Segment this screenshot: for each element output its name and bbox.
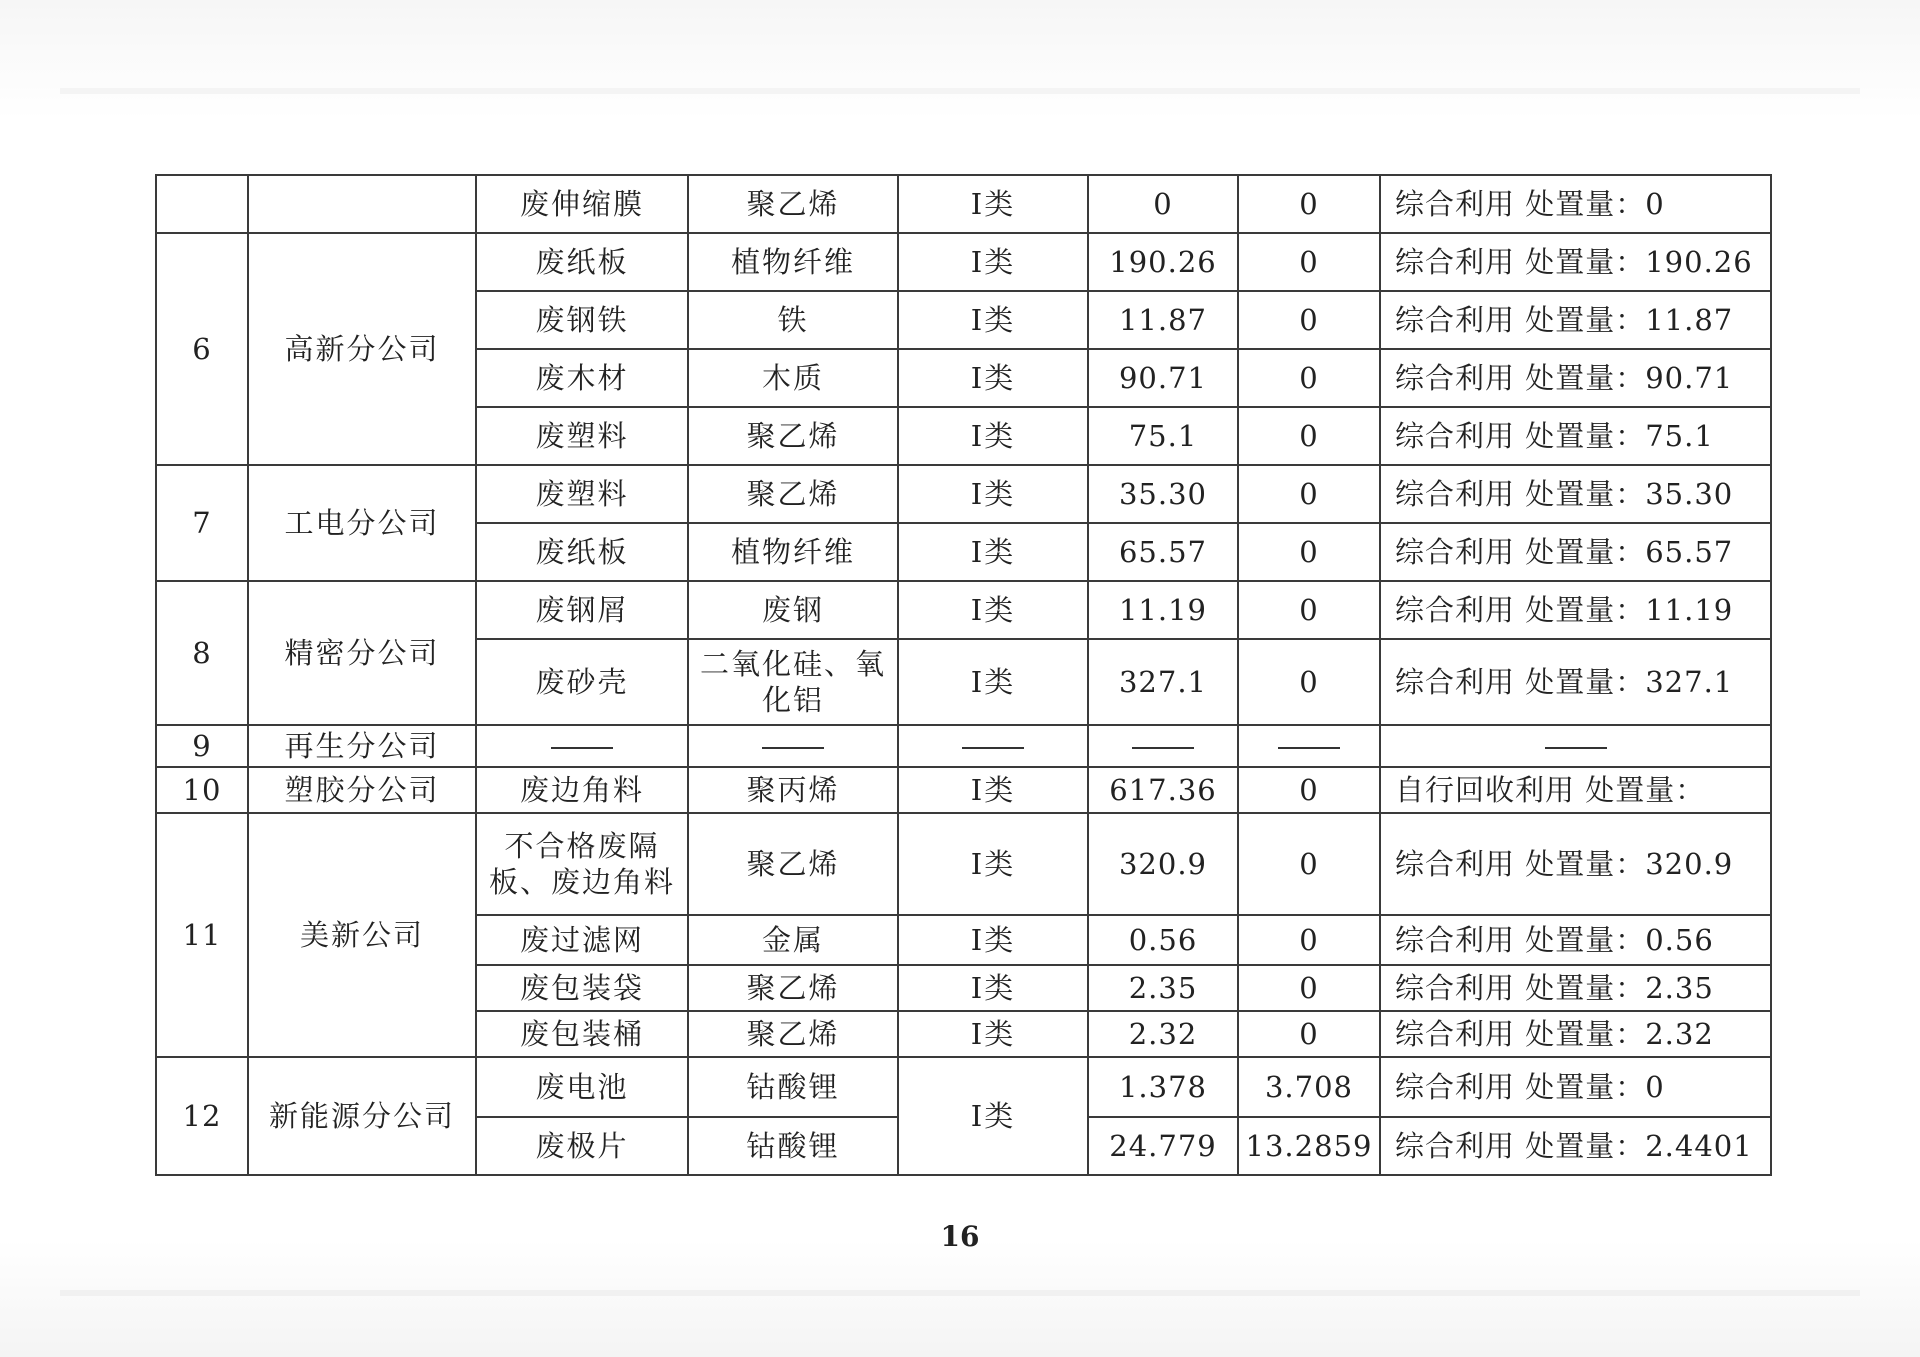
- disposal-method: 综合利用 处置量：2.4401: [1380, 1117, 1771, 1175]
- dash-line: [762, 747, 824, 749]
- waste-name: 废钢铁: [476, 291, 688, 349]
- disposal-method: 综合利用 处置量：2.35: [1380, 965, 1771, 1011]
- waste-name: 废砂壳: [476, 639, 688, 725]
- table-row: [156, 725, 1771, 767]
- stored-amount: 0: [1238, 965, 1380, 1011]
- waste-material: 钴酸锂: [688, 1057, 898, 1117]
- stored-amount: 0: [1238, 523, 1380, 581]
- waste-name: 废塑料: [476, 407, 688, 465]
- row-number: 12: [156, 1057, 248, 1175]
- row-number: 7: [156, 465, 248, 581]
- waste-material: 钴酸锂: [688, 1117, 898, 1175]
- waste-name: 废电池: [476, 1057, 688, 1117]
- generated-amount: 65.57: [1088, 523, 1238, 581]
- generated-amount: 35.30: [1088, 465, 1238, 523]
- waste-category: Ⅰ类: [898, 639, 1088, 725]
- company-name: 高新分公司: [248, 233, 476, 465]
- disposal-method: 综合利用 处置量：35.30: [1380, 465, 1771, 523]
- waste-category: Ⅰ类: [898, 1011, 1088, 1057]
- waste-material: 二氧化硅、氧化铝: [688, 639, 898, 725]
- waste-material: 废钢: [688, 581, 898, 639]
- waste-name: 废纸板: [476, 523, 688, 581]
- disposal-method: 综合利用 处置量：2.32: [1380, 1011, 1771, 1057]
- disposal-method: 综合利用 处置量：320.9: [1380, 813, 1771, 915]
- waste-material: 金属: [688, 915, 898, 965]
- waste-category: Ⅰ类: [898, 465, 1088, 523]
- generated-amount: 90.71: [1088, 349, 1238, 407]
- waste-material: 聚乙烯: [688, 965, 898, 1011]
- waste-name: 废木材: [476, 349, 688, 407]
- disposal-method: 综合利用 处置量：65.57: [1380, 523, 1771, 581]
- empty-dash: [476, 725, 688, 767]
- waste-name: 废极片: [476, 1117, 688, 1175]
- waste-name: 废塑料: [476, 465, 688, 523]
- row-number: 9: [156, 725, 248, 767]
- stored-amount: 0: [1238, 465, 1380, 523]
- stored-amount: 3.708: [1238, 1057, 1380, 1117]
- company-name: [248, 175, 476, 233]
- dash-line: [1278, 747, 1340, 749]
- waste-category: Ⅰ类: [898, 581, 1088, 639]
- dash-line: [1545, 747, 1607, 749]
- waste-category: Ⅰ类: [898, 233, 1088, 291]
- company-name: 美新公司: [248, 813, 476, 1057]
- company-name: 塑胶分公司: [248, 767, 476, 813]
- empty-dash: [688, 725, 898, 767]
- waste-material: 铁: [688, 291, 898, 349]
- waste-name: 废纸板: [476, 233, 688, 291]
- waste-material: 聚丙烯: [688, 767, 898, 813]
- table-row: [156, 233, 1771, 291]
- generated-amount: 0: [1088, 175, 1238, 233]
- dash-line: [551, 747, 613, 749]
- waste-material: 聚乙烯: [688, 1011, 898, 1057]
- row-number: 6: [156, 233, 248, 465]
- waste-category: Ⅰ类: [898, 175, 1088, 233]
- dash-line: [962, 747, 1024, 749]
- table-row: [156, 465, 1771, 523]
- disposal-method: 综合利用 处置量：11.19: [1380, 581, 1771, 639]
- waste-name: 废包装桶: [476, 1011, 688, 1057]
- generated-amount: 75.1: [1088, 407, 1238, 465]
- waste-name: 废伸缩膜: [476, 175, 688, 233]
- stored-amount: 0: [1238, 915, 1380, 965]
- generated-amount: 0.56: [1088, 915, 1238, 965]
- empty-dash: [1088, 725, 1238, 767]
- waste-name: 废过滤网: [476, 915, 688, 965]
- stored-amount: 0: [1238, 813, 1380, 915]
- row-number: 10: [156, 767, 248, 813]
- waste-category: Ⅰ类: [898, 915, 1088, 965]
- waste-category: Ⅰ类: [898, 1057, 1088, 1175]
- generated-amount: 1.378: [1088, 1057, 1238, 1117]
- disposal-method: 综合利用 处置量：0: [1380, 1057, 1771, 1117]
- row-number: 11: [156, 813, 248, 1057]
- generated-amount: 2.35: [1088, 965, 1238, 1011]
- row-number: [156, 175, 248, 233]
- waste-category: Ⅰ类: [898, 407, 1088, 465]
- generated-amount: 2.32: [1088, 1011, 1238, 1057]
- waste-material: 植物纤维: [688, 523, 898, 581]
- empty-dash: [898, 725, 1088, 767]
- generated-amount: 24.779: [1088, 1117, 1238, 1175]
- waste-name: 废钢屑: [476, 581, 688, 639]
- waste-material: 聚乙烯: [688, 407, 898, 465]
- generated-amount: 11.19: [1088, 581, 1238, 639]
- scan-shadow-bottom: [60, 1290, 1860, 1296]
- disposal-method: 综合利用 处置量：0: [1380, 175, 1771, 233]
- disposal-method: 综合利用 处置量：90.71: [1380, 349, 1771, 407]
- stored-amount: 0: [1238, 291, 1380, 349]
- dash-line: [1132, 747, 1194, 749]
- page-number: 16: [940, 1220, 980, 1253]
- stored-amount: 0: [1238, 767, 1380, 813]
- stored-amount: 13.2859: [1238, 1117, 1380, 1175]
- generated-amount: 11.87: [1088, 291, 1238, 349]
- stored-amount: 0: [1238, 349, 1380, 407]
- disposal-method: 自行回收利用 处置量：: [1380, 767, 1771, 813]
- disposal-method: 综合利用 处置量：0.56: [1380, 915, 1771, 965]
- stored-amount: 0: [1238, 407, 1380, 465]
- stored-amount: 0: [1238, 1011, 1380, 1057]
- table-row: [156, 1057, 1771, 1117]
- generated-amount: 617.36: [1088, 767, 1238, 813]
- company-name: 工电分公司: [248, 465, 476, 581]
- generated-amount: 190.26: [1088, 233, 1238, 291]
- table-row: [156, 175, 1771, 233]
- waste-material: 木质: [688, 349, 898, 407]
- waste-name: 废包装袋: [476, 965, 688, 1011]
- table-row: [156, 813, 1771, 915]
- table-row: [156, 767, 1771, 813]
- waste-name: 不合格废隔板、废边角料: [476, 813, 688, 915]
- disposal-method: 综合利用 处置量：75.1: [1380, 407, 1771, 465]
- stored-amount: 0: [1238, 581, 1380, 639]
- generated-amount: 327.1: [1088, 639, 1238, 725]
- company-name: 再生分公司: [248, 725, 476, 767]
- row-number: 8: [156, 581, 248, 725]
- disposal-method: 综合利用 处置量：327.1: [1380, 639, 1771, 725]
- stored-amount: 0: [1238, 233, 1380, 291]
- waste-material: 聚乙烯: [688, 813, 898, 915]
- stored-amount: 0: [1238, 175, 1380, 233]
- waste-name: 废边角料: [476, 767, 688, 813]
- empty-dash: [1380, 725, 1771, 767]
- stored-amount: 0: [1238, 639, 1380, 725]
- disposal-method: 综合利用 处置量：190.26: [1380, 233, 1771, 291]
- waste-material: 聚乙烯: [688, 175, 898, 233]
- waste-material: 聚乙烯: [688, 465, 898, 523]
- waste-material: 植物纤维: [688, 233, 898, 291]
- waste-category: Ⅰ类: [898, 291, 1088, 349]
- waste-category: Ⅰ类: [898, 767, 1088, 813]
- waste-category: Ⅰ类: [898, 965, 1088, 1011]
- waste-category: Ⅰ类: [898, 813, 1088, 915]
- generated-amount: 320.9: [1088, 813, 1238, 915]
- waste-category: Ⅰ类: [898, 523, 1088, 581]
- company-name: 精密分公司: [248, 581, 476, 725]
- table-row: [156, 581, 1771, 639]
- disposal-method: 综合利用 处置量：11.87: [1380, 291, 1771, 349]
- waste-category: Ⅰ类: [898, 349, 1088, 407]
- scan-shadow-top: [60, 88, 1860, 94]
- company-name: 新能源分公司: [248, 1057, 476, 1175]
- solid-waste-table: [155, 174, 1772, 1176]
- empty-dash: [1238, 725, 1380, 767]
